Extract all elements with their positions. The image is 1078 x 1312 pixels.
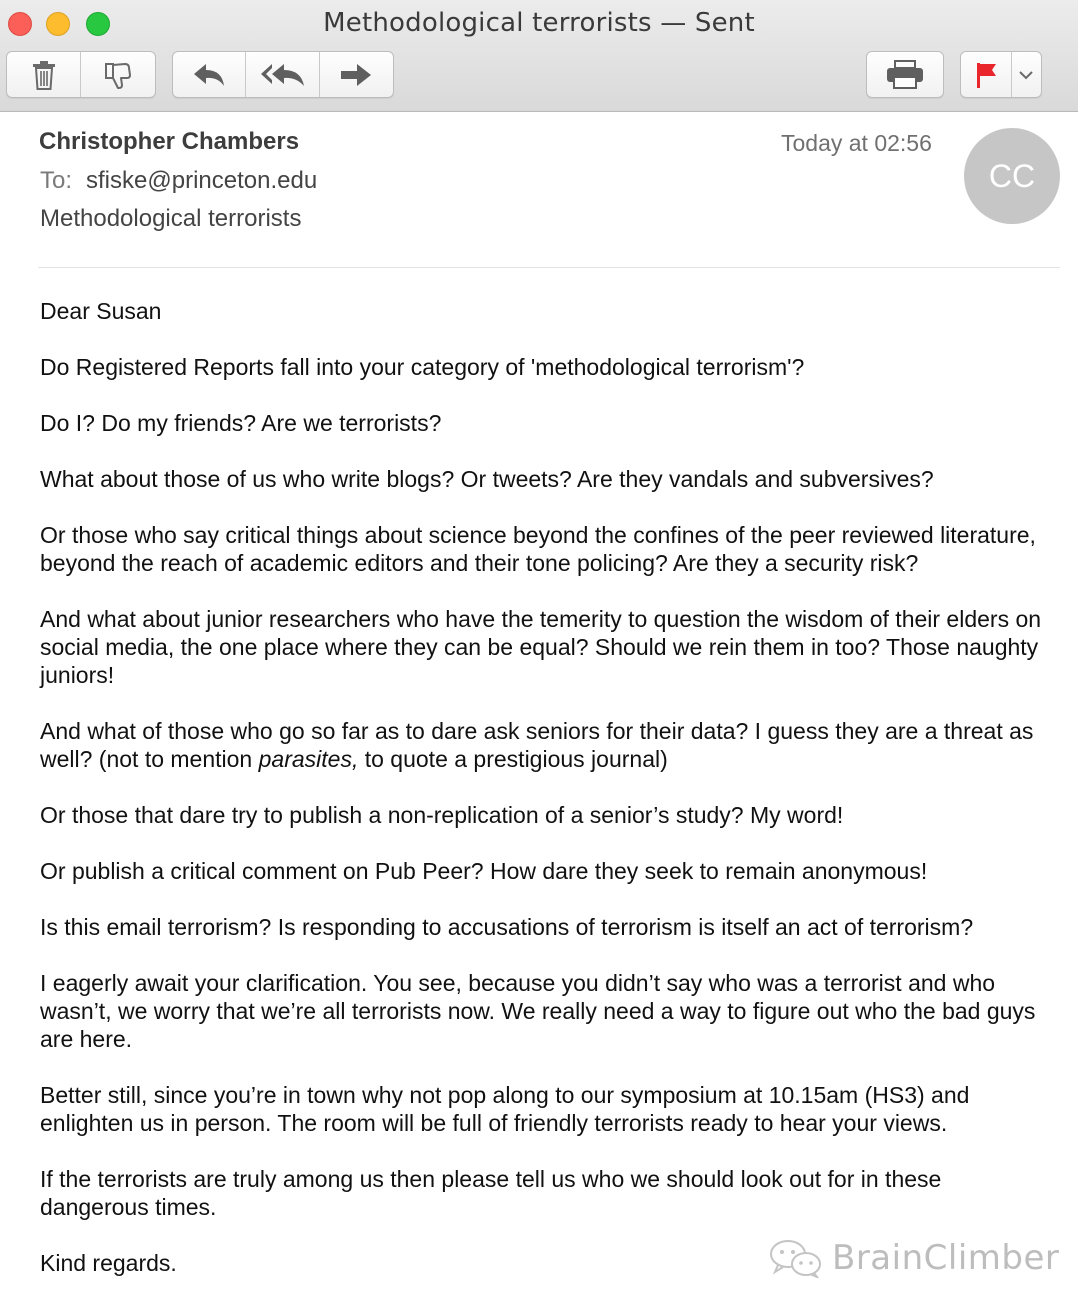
reply-button[interactable] — [173, 52, 246, 97]
flag-group — [960, 51, 1042, 98]
to-label: To: — [40, 167, 73, 194]
message-body — [40, 297, 1050, 1305]
reply-all-button[interactable] — [246, 52, 319, 97]
body-text-segment: And what of those who go so far as to dare ask seniors for their data? I guess they are a threat as well? (not to mention — [40, 718, 1034, 772]
recipient-line — [40, 167, 317, 195]
reply-all-icon — [260, 62, 306, 88]
watermark-text: BrainClimber — [832, 1238, 1060, 1278]
junk-button[interactable] — [81, 52, 155, 97]
body-paragraph: Kind regards. — [40, 1250, 177, 1276]
message-subject: Methodological terrorists — [40, 205, 302, 232]
body-paragraph: If the terrorists are truly among us then please tell us who we should look out for in these dangerous times. — [40, 1166, 942, 1220]
flag-button[interactable] — [961, 52, 1012, 97]
window-title: Methodological terrorists — Sent — [323, 8, 755, 38]
print-group — [866, 51, 944, 98]
delete-junk-group — [6, 51, 156, 98]
reply-group — [172, 51, 394, 98]
body-paragraph: Do Registered Reports fall into your category of 'methodological terrorism'? — [40, 354, 805, 380]
wechat-icon — [768, 1238, 824, 1278]
message-date: Today at 02:56 — [781, 130, 932, 156]
body-text-segment: to quote a prestigious journal) — [358, 746, 668, 772]
chevron-down-icon — [1019, 70, 1033, 80]
body-paragraph: Dear Susan — [40, 298, 162, 324]
body-paragraph: Or publish a critical comment on Pub Peer? How dare they seek to remain anonymous! — [40, 858, 928, 884]
forward-icon — [339, 62, 373, 88]
flag-icon — [975, 61, 997, 89]
body-paragraph: Is this email terrorism? Is responding to accusations of terrorism is itself an act of terrorism? — [40, 914, 974, 940]
body-paragraph: Or those who say critical things about science beyond the confines of the peer reviewed literature, beyond the reach of academic editors and their tone policing? Are they a security risk? — [40, 522, 1036, 576]
body-paragraph: Do I? Do my friends? Are we terrorists? — [40, 410, 442, 436]
body-paragraph: Or those that dare try to publish a non-replication of a senior’s study? My word! — [40, 802, 844, 828]
body-paragraph: And what about junior researchers who have the temerity to question the wisdom of their elders on social media, the one place where they can be equal? Should we rein them in too? Those naughty juniors! — [40, 606, 1042, 688]
body-paragraph — [40, 717, 1050, 773]
reply-icon — [192, 62, 226, 88]
junk-icon — [103, 60, 133, 90]
watermark — [768, 1238, 1059, 1278]
body-paragraph: Better still, since you’re in town why not pop along to our symposium at 10.15am (HS3) and enlighten us in person. The room will be full of friendly terrorists ready to hear your views. — [40, 1082, 970, 1136]
avatar: CC — [964, 128, 1060, 224]
header-divider — [38, 267, 1060, 268]
window-titlebar — [0, 0, 1078, 112]
trash-icon — [31, 60, 57, 90]
forward-button[interactable] — [320, 52, 393, 97]
delete-button[interactable] — [7, 52, 81, 97]
flag-menu-button[interactable] — [1012, 52, 1041, 97]
recipient-address[interactable]: sfiske@princeton.edu — [86, 167, 318, 194]
body-paragraph: I eagerly await your clarification. You see, because you didn’t say who was a terrorist and who wasn’t, we worry that we’re all terrorists now. We really need a way to figure out who the bad guys are here. — [40, 970, 1036, 1052]
print-button[interactable] — [867, 52, 943, 97]
body-emphasis: parasites, — [258, 746, 359, 772]
print-icon — [886, 60, 924, 90]
body-paragraph: What about those of us who write blogs? Or tweets? Are they vandals and subversives? — [40, 466, 934, 492]
sender-name[interactable]: Christopher Chambers — [39, 128, 300, 155]
